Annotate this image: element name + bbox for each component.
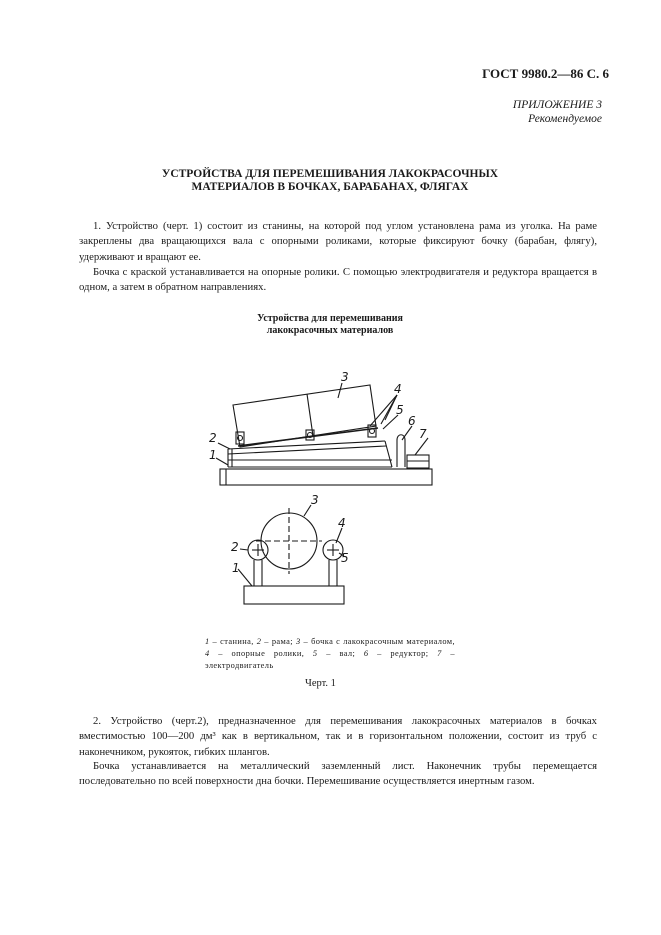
legend-num-7: 7 — [437, 649, 442, 658]
legend-num-4: 4 — [205, 649, 210, 658]
section-title-line1: УСТРОЙСТВА ДЛЯ ПЕРЕМЕШИВАНИЯ ЛАКОКРАСОЧНЫХ — [161, 168, 499, 180]
legend-text-3: – бочка с лакокрасочным материалом, — [300, 637, 455, 646]
figure-title-line2: лакокрасочных материалов — [266, 325, 394, 336]
paragraph-2-text: Бочка с краской устанавливается на опорные ролики. С помощью электродвигателя и редуктора вращается в одном, а затем в обратном направлениях. — [79, 266, 597, 294]
paragraph-3 — [79, 714, 597, 760]
figure-caption: Черт. 1 — [305, 678, 336, 689]
label-3-side: 3 — [341, 370, 349, 384]
appendix-title: ПРИЛОЖЕНИЕ 3 — [512, 99, 602, 111]
legend-text-2: – рама; — [261, 637, 296, 646]
label-7-side: 7 — [419, 427, 427, 441]
document-header: ГОСТ 9980.2—86 С. 6 — [482, 66, 609, 81]
label-5-front: 5 — [341, 551, 349, 565]
label-3-front: 3 — [311, 493, 319, 507]
label-4-front: 4 — [338, 516, 346, 530]
label-1-side: 1 — [209, 448, 217, 462]
legend-num-6: 6 — [363, 649, 369, 658]
base-front — [244, 586, 344, 604]
label-6-side: 6 — [408, 414, 416, 428]
legend-num-5: 5 — [312, 649, 318, 658]
label-1-front: 1 — [232, 561, 240, 575]
paragraph-4-text: Бочка устанавливается на металлический заземленный лист. Наконечник трубы перемещается последовательно по всей поверхности дна бочки. Перемешивание осуществляется инертным газом. — [79, 760, 597, 788]
legend-text-6: – редуктор; — [368, 649, 438, 658]
figure-title-line1: Устройства для перемешивания — [257, 313, 403, 324]
legend-text-1: – станина, — [209, 637, 257, 646]
legend-num-1: 1 — [205, 637, 210, 646]
paragraph-4 — [79, 759, 597, 790]
figure-legend — [205, 636, 455, 672]
label-4-side: 4 — [394, 382, 402, 396]
section-title-line2: МАТЕРИАЛОВ В БОЧКАХ, БАРАБАНАХ, ФЛЯГАХ — [191, 181, 469, 193]
legend-num-3: 3 — [295, 637, 301, 646]
front-view-drawing — [238, 505, 344, 604]
base-frame — [220, 469, 432, 485]
reducer — [397, 435, 405, 467]
paragraph-3-text: 2. Устройство (черт.2), предназначенное для перемешивания лакокрасочных материалов в бочках вместимостью 100—200 дм³ как в вертикальном, так и в горизонтальном положении, состоит из труб с наконечником, рукояток, гибких шлангов. — [79, 715, 597, 758]
label-2-side: 2 — [209, 431, 217, 445]
legend-text-7: – электродвигатель — [205, 649, 455, 670]
label-2-front: 2 — [231, 540, 239, 554]
legend-text-5: – вал; — [317, 649, 364, 658]
appendix-status: Рекомендуемое — [528, 113, 602, 125]
legend-text-4: – опорные ролики, — [209, 649, 313, 658]
legend-num-2: 2 — [256, 637, 262, 646]
side-view-drawing — [216, 383, 432, 485]
paragraph-1-text: 1. Устройство (черт. 1) состоит из станины, на которой под углом установлена рама из уголка. На раме закреплены два вращающихся вала с опорными роликами, которые фиксируют бочку (барабан, флягу), удерживают и вращают ее. — [79, 220, 597, 263]
label-5-side: 5 — [396, 403, 404, 417]
